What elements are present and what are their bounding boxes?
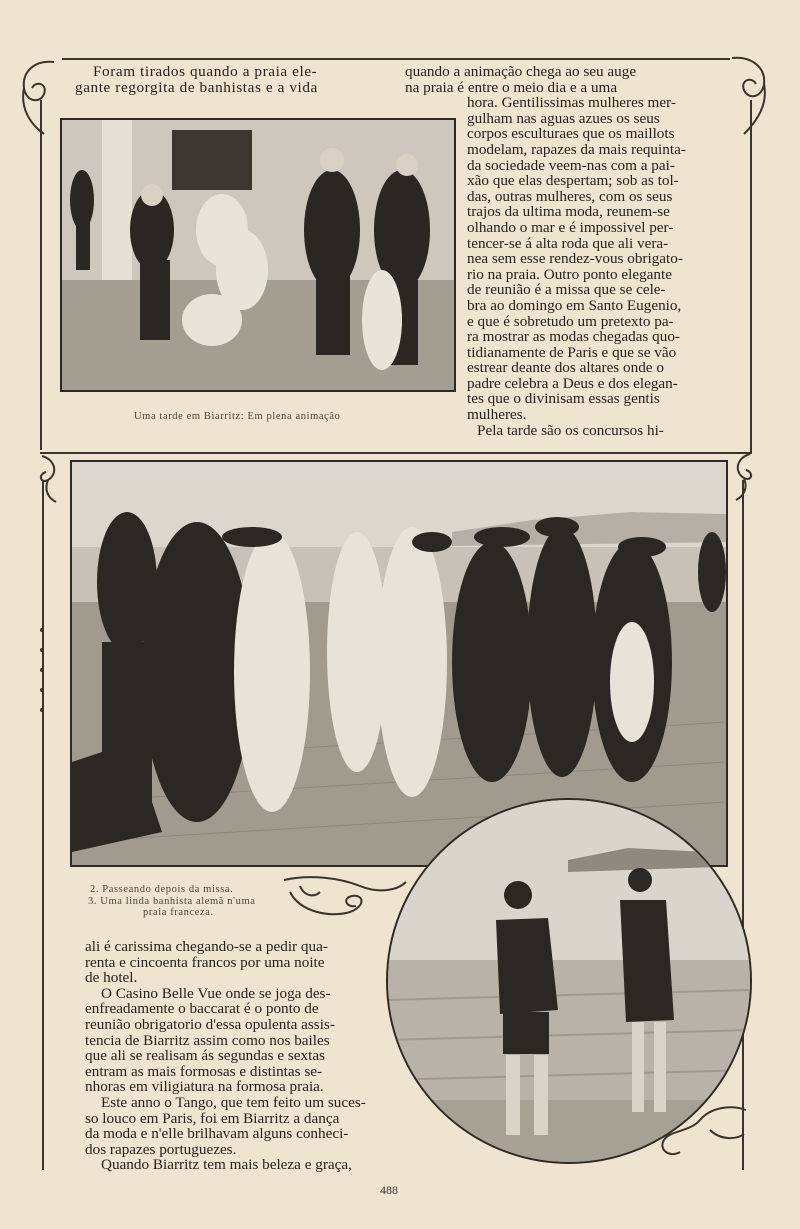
- text-line: olhando o mar e é impossivel per-: [467, 218, 674, 236]
- text-line: mulheres.: [467, 406, 527, 424]
- side-ornament-left: [34, 454, 64, 510]
- text-line: na praia é entre o meio dia e a uma: [405, 78, 618, 96]
- text-line: Este anno o Tango, que tem feito um suces-: [101, 1093, 366, 1111]
- article-col-bottom: [85, 939, 415, 1173]
- text-line: quando a animação chega ao seu auge: [405, 63, 637, 80]
- text-line: so louco em Paris, foi em Biarritz a dança: [85, 1109, 340, 1127]
- caption-line-2: 2. Passeando depois da missa.: [90, 884, 234, 895]
- text-line: gante regorgita de banhistas e a vida: [75, 78, 318, 96]
- dotted-ornament-left: [36, 620, 48, 732]
- caption-line-3b: praia franceza.: [143, 907, 214, 918]
- left-border-bottom: [42, 480, 44, 1170]
- side-ornament-right: [728, 452, 758, 508]
- text-line: da sociedade veem-nas com a pai-: [467, 156, 675, 174]
- article-col1-top: [75, 64, 375, 95]
- text-line: O Casino Belle Vue onde se joga des-: [101, 984, 331, 1002]
- photo-german-bather: [386, 798, 752, 1164]
- text-line: bra ao domingo em Santo Eugenio,: [467, 296, 682, 314]
- text-line: hora. Gentilissimas mulheres mer-: [467, 94, 676, 112]
- text-line: renta e cincoenta francos por uma noite: [85, 953, 325, 971]
- mid-border: [40, 452, 752, 454]
- text-line: das, outras mulheres, com os seus: [467, 187, 673, 205]
- text-line: nea sem esse rendez-vous obrigato-: [467, 250, 683, 268]
- text-line: ali é carissima chegando-se a pedir qua-: [85, 938, 328, 955]
- left-border-top: [40, 100, 42, 450]
- page-number: 488: [380, 1183, 398, 1197]
- text-line: da moda e n'elle brilhavam alguns conheci-: [85, 1125, 349, 1143]
- text-line: de reunião é a missa que se cele-: [467, 281, 666, 299]
- photo2-3-caption: [88, 884, 288, 919]
- text-line: Quando Biarritz tem mais beleza e graça,: [101, 1156, 352, 1174]
- text-line: xão que elas despertam; sob as tol-: [467, 172, 679, 190]
- text-line: e que é sobretudo um pretexto pa-: [467, 312, 674, 330]
- text-line: tes que o divinisam essas gentis: [467, 390, 660, 408]
- text-line: Foram tirados quando a praia ele-: [93, 63, 318, 80]
- text-line: que ali se realisam ás segundas e sextas: [85, 1047, 325, 1065]
- photo1-caption: Uma tarde em Biarritz: Em plena animação: [134, 411, 341, 422]
- caption-line-3a: 3. Uma linda banhista alemã n'uma: [88, 895, 256, 907]
- text-line: tidianamente de Paris e que se vão: [467, 343, 677, 361]
- right-border-top: [750, 100, 752, 452]
- text-line: Pela tarde são os concursos hi-: [477, 421, 664, 439]
- text-line: padre celebra a Deus e dos elegan-: [467, 374, 678, 392]
- text-line: gulham nas aguas azues os seus: [467, 109, 660, 127]
- text-line: dos rapazes portuguezes.: [85, 1140, 237, 1158]
- photo-biarritz-afternoon: [60, 118, 456, 392]
- text-line: enfreadamente o baccarat é o ponto de: [85, 1000, 319, 1018]
- text-line: modelam, rapazes da mais requinta-: [467, 140, 686, 158]
- text-line: ra mostrar as modas chegadas quo-: [467, 328, 680, 346]
- scroll-ornament-middle: [280, 872, 410, 930]
- text-line: nhoras em viligiatura na formosa praia.: [85, 1078, 324, 1096]
- text-line: tencer-se á alta roda que ali vera-: [467, 234, 669, 252]
- text-line: corpos esculturaes que os maillots: [467, 125, 675, 143]
- corner-ornament-top-left: [14, 58, 64, 144]
- text-line: tencia de Biarritz assim como nos bailes: [85, 1031, 330, 1049]
- text-line: trajos da ultima moda, reunem-se: [467, 203, 670, 221]
- text-line: estrear deante dos altares onde o: [467, 359, 664, 377]
- text-line: reunião obrigatorio d'essa opulenta assis-: [85, 1015, 335, 1033]
- top-border: [62, 58, 730, 60]
- text-line: entram as mais formosas e distintas se-: [85, 1062, 323, 1080]
- text-line: rio na praia. Outro ponto elegante: [467, 265, 672, 283]
- text-line: de hotel.: [85, 969, 138, 987]
- right-border-bottom: [742, 480, 744, 1170]
- photo-walking-after-mass: [70, 460, 728, 867]
